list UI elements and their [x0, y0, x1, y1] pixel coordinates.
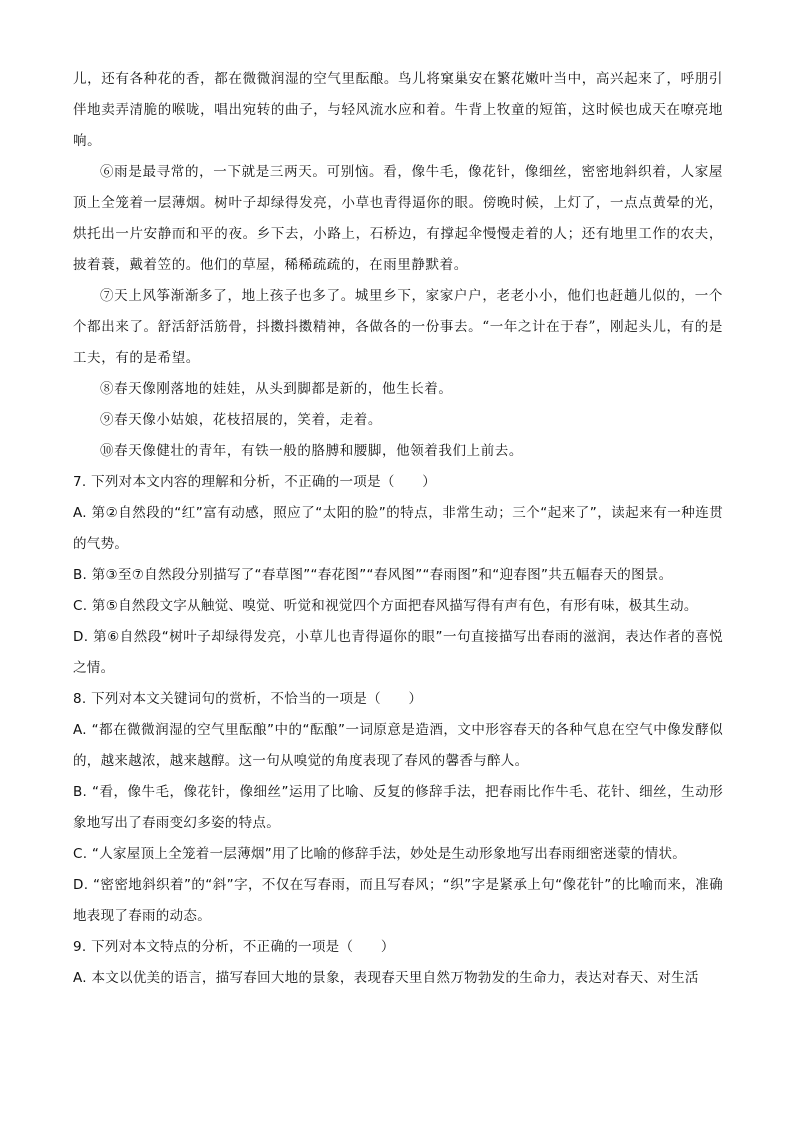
question-8-stem: 8. 下列对本文关键词句的赏析，不恰当的一项是（ ）: [73, 691, 423, 707]
question-8-option-d: D. “密密地斜织着”的“斜”字，不仅在写春雨，而且写春风；“织”字是紧承上句“像花针”的比喻而来，准确地表现了春雨的动态。: [73, 877, 723, 924]
passage-paragraph-10: ⑩春天像健壮的青年，有铁一般的胳膊和腰脚，他领着我们上前去。: [100, 443, 523, 459]
question-7-option-d: D. 第⑥自然段“树叶子却绿得发亮，小草儿也青得逼你的眼”一句直接描写出春雨的滋润，表达作者的喜悦之情。: [73, 629, 723, 676]
question-7-option-c: C. 第⑤自然段文字从触觉、嗅觉、听觉和视觉四个方面把春风描写得有声有色，有形有味，极其生动。: [73, 598, 698, 614]
passage-paragraph-7: ⑦天上风筝渐渐多了，地上孩子也多了。城里乡下，家家户户，老老小小，他们也赶趟儿似的，一个个都出来了。舒活舒活筋骨，抖擞抖擞精神，各做各的一份事去。“一年之计在于春”，刚起头儿，有的是工夫，有的是希望。: [73, 288, 723, 366]
question-7-stem: 7. 下列对本文内容的理解和分析，不正确的一项是（ ）: [73, 474, 437, 490]
passage-paragraph-5-tail: 儿，还有各种花的香，都在微微润湿的空气里酝酿。鸟儿将窠巢安在繁花嫩叶当中，高兴起来了，呼朋引伴地卖弄清脆的喉咙，唱出宛转的曲子，与轻风流水应和着。牛背上牧童的短笛，这时候也成天在嘹亮地响。: [73, 71, 723, 149]
question-8-option-b: B. “看，像牛毛，像花针，像细丝”运用了比喻、反复的修辞手法，把春雨比作牛毛、花针、细丝，生动形象地写出了春雨变幻多姿的特点。: [73, 784, 723, 831]
question-7-option-a: A. 第②自然段的“红”富有动感，照应了“太阳的脸”的特点，非常生动；三个“起来了”，读起来有一种连贯的气势。: [73, 505, 723, 552]
passage-paragraph-8: ⑧春天像刚落地的娃娃，从头到脚都是新的，他生长着。: [100, 381, 453, 397]
question-9-option-a: A. 本文以优美的语言，描写春回大地的景象，表现春天里自然万物勃发的生命力，表达对春天、对生活: [73, 970, 699, 986]
reading-passage: [73, 64, 723, 467]
question-block: [73, 467, 723, 994]
question-7-option-b: B. 第③至⑦自然段分别描写了“春草图”“春花图”“春风图”“春雨图”和“迎春图”共五幅春天的图景。: [73, 567, 673, 583]
question-8-option-c: C. “人家屋顶上全笼着一层薄烟”用了比喻的修辞手法，妙处是生动形象地写出春雨细密迷蒙的情状。: [73, 846, 687, 862]
question-9-stem: 9. 下列对本文特点的分析，不正确的一项是（ ）: [73, 939, 395, 955]
question-8-option-a: A. “都在微微润湿的空气里酝酿”中的“酝酿”一词原意是造酒，文中形容春天的各种气息在空气中像发酵似的，越来越浓，越来越醇。这一句从嗅觉的角度表现了春风的馨香与醉人。: [73, 722, 723, 769]
page-content: [73, 64, 723, 994]
passage-paragraph-9: ⑨春天像小姑娘，花枝招展的，笑着，走着。: [100, 412, 382, 428]
passage-paragraph-6: ⑥雨是最寻常的，一下就是三两天。可别恼。看，像牛毛，像花针，像细丝，密密地斜织着，人家屋顶上全笼着一层薄烟。树叶子却绿得发亮，小草也青得逼你的眼。傍晚时候，上灯了，一点点黄晕的光，烘托出一片安静而和平的夜。乡下去，小路上，石桥边，有撑起伞慢慢走着的人；还有地里工作的农夫，披着蓑，戴着笠的。他们的草屋，稀稀疏疏的，在雨里静默着。: [73, 164, 723, 273]
